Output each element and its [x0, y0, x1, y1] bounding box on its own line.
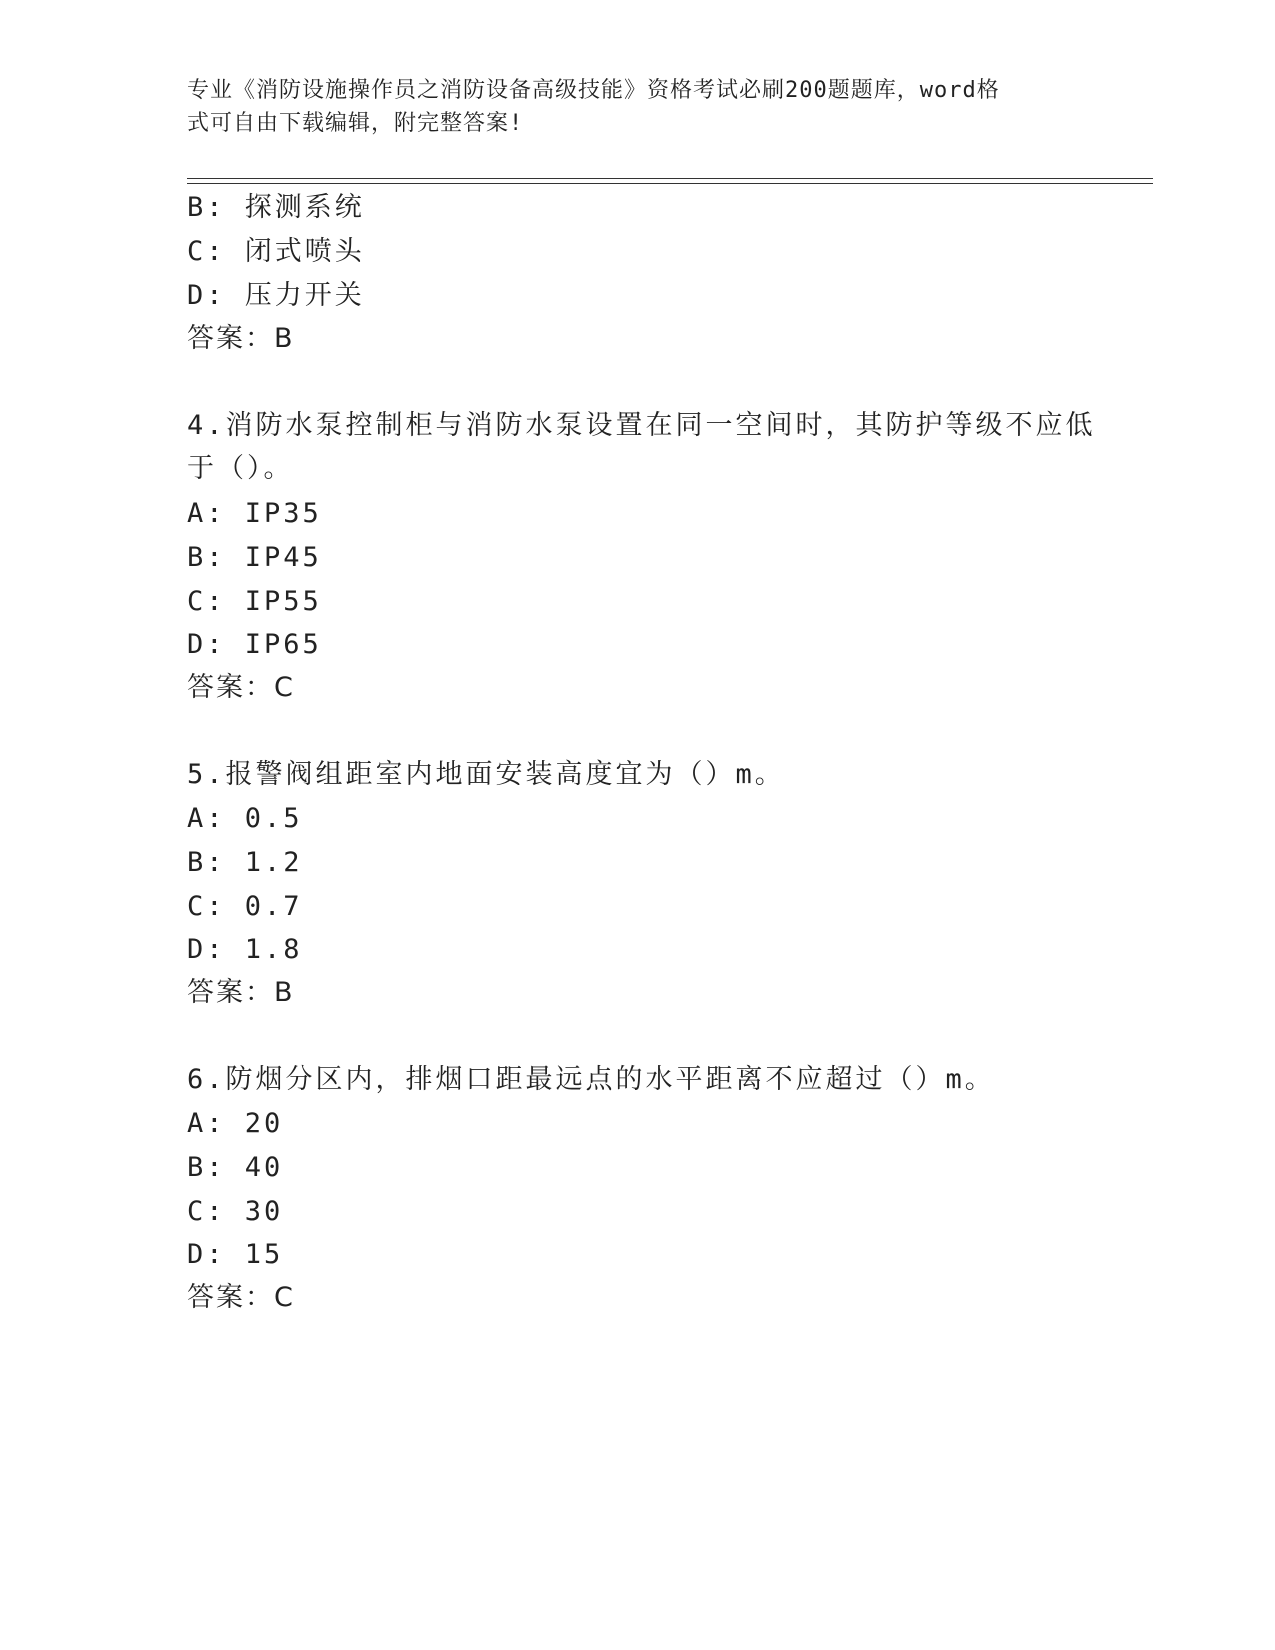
q3-option-b: B: 探测系统 — [187, 192, 365, 223]
q4-option-c: C: IP55 — [187, 586, 322, 617]
q6-question: 6.防烟分区内，排烟口距最远点的水平距离不应超过（）m。 — [187, 1064, 995, 1095]
q6-answer: 答案：C — [187, 1282, 295, 1313]
q5-answer: 答案：B — [187, 977, 295, 1008]
header-divider-bottom — [187, 183, 1153, 184]
q5-option-d: D: 1.8 — [187, 934, 303, 965]
q3-option-c: C: 闭式喷头 — [187, 236, 365, 267]
header-line-1: 专业《消防设施操作员之消防设备高级技能》资格考试必刷200题题库，word格 — [187, 78, 1000, 103]
q3-option-d: D: 压力开关 — [187, 280, 365, 311]
q4-answer: 答案：C — [187, 672, 295, 703]
q4-option-a: A: IP35 — [187, 498, 322, 529]
document-header — [187, 74, 1067, 140]
q4-option-b: B: IP45 — [187, 542, 322, 573]
q5-question: 5.报警阀组距室内地面安装高度宜为（）m。 — [187, 759, 785, 790]
q3-answer: 答案：B — [187, 323, 295, 354]
q5-option-a: A: 0.5 — [187, 803, 303, 834]
q6-option-d: D: 15 — [187, 1239, 284, 1270]
header-divider-top — [187, 178, 1153, 179]
q6-option-b: B: 40 — [187, 1152, 284, 1183]
q4-question-line-2: 于（）。 — [187, 453, 294, 484]
q6-option-c: C: 30 — [187, 1196, 284, 1227]
q4-question-line-1: 4.消防水泵控制柜与消防水泵设置在同一空间时，其防护等级不应低 — [187, 410, 1096, 441]
q6-option-a: A: 20 — [187, 1108, 284, 1139]
q5-option-c: C: 0.7 — [187, 891, 303, 922]
q4-option-d: D: IP65 — [187, 629, 322, 660]
header-line-2: 式可自由下载编辑，附完整答案! — [187, 111, 524, 136]
q5-option-b: B: 1.2 — [187, 847, 303, 878]
